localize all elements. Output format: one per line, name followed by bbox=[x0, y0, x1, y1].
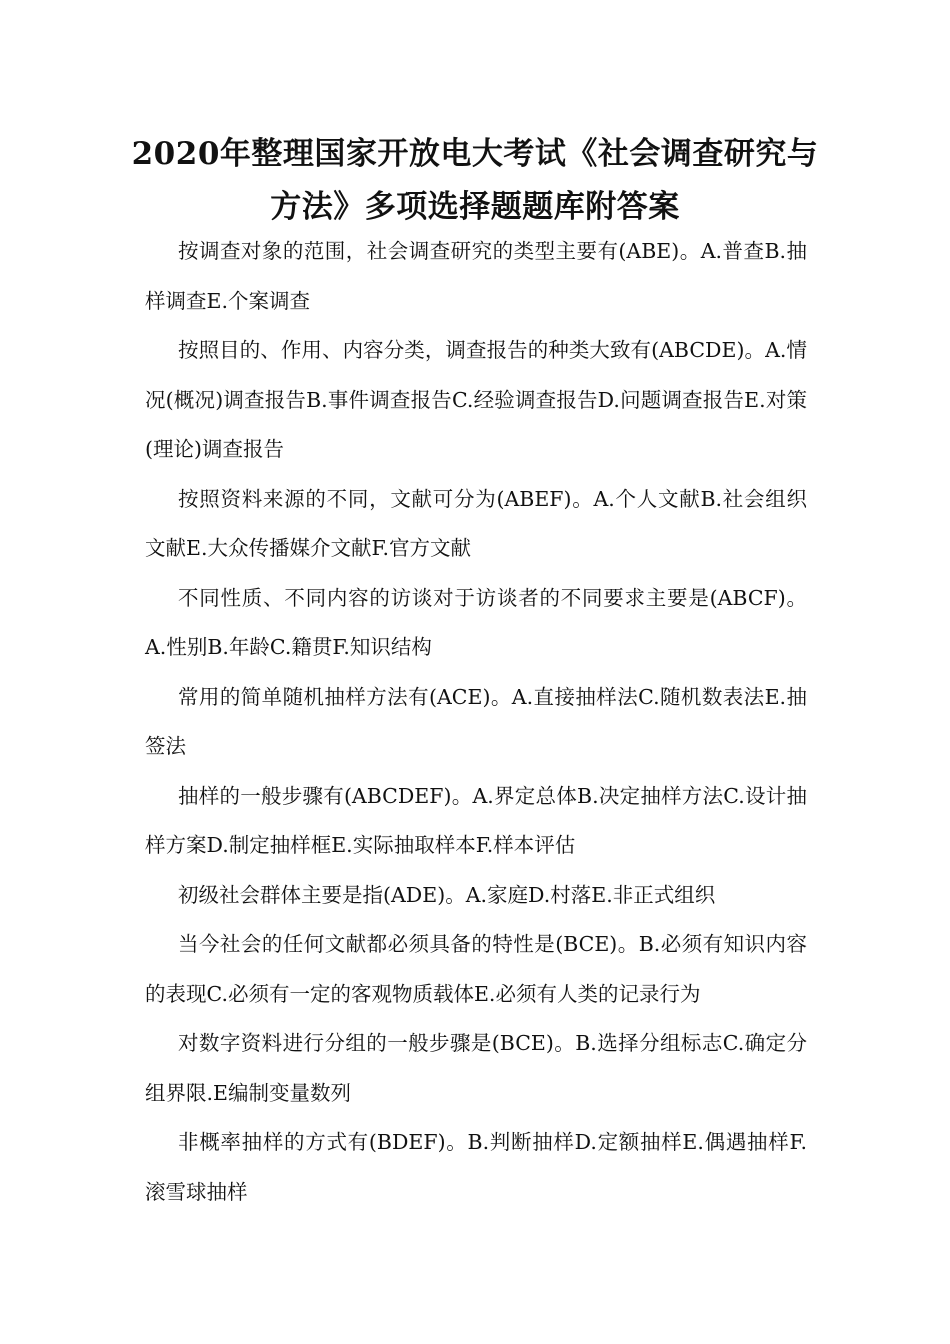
question-paragraph-6: 抽样的一般步骤有(ABCDEF)。A.界定总体B.决定抽样方法C.设计抽样方案D.制定抽样框E.实际抽取样本F.样本评估 bbox=[145, 783, 807, 857]
question-paragraph-7: 初级社会群体主要是指(ADE)。A.家庭D.村落E.非正式组织 bbox=[178, 882, 716, 907]
question-paragraph-8: 当今社会的任何文献都必须具备的特性是(BCE)。B.必须有知识内容的表现C.必须有一定的客观物质载体E.必须有人类的记录行为 bbox=[145, 932, 807, 1006]
question-paragraph-2: 按照目的、作用、内容分类，调查报告的种类大致有(ABCDE)。A.情况(概况)调查报告B.事件调查报告C.经验调查报告D.问题调查报告E.对策(理论)调查报告 bbox=[145, 338, 807, 461]
question-paragraph-4: 不同性质、不同内容的访谈对于访谈者的不同要求主要是(ABCF)。A.性别B.年龄C.籍贯F.知识结构 bbox=[145, 585, 807, 659]
question-paragraph-5: 常用的简单随机抽样方法有(ACE)。A.直接抽样法C.随机数表法E.抽签法 bbox=[145, 684, 807, 758]
question-paragraph-1: 按调查对象的范围，社会调查研究的类型主要有(ABE)。A.普查B.抽样调查E.个案调查 bbox=[145, 239, 807, 313]
question-paragraph-9: 对数字资料进行分组的一般步骤是(BCE)。B.选择分组标志C.确定分组界限.E编制变量数列 bbox=[145, 1031, 807, 1105]
document-title: 2020年整理国家开放电大考试《社会调查研究与方法》多项选择题题库附答案 bbox=[131, 136, 819, 225]
question-paragraph-3: 按照资料来源的不同，文献可分为(ABEF)。A.个人文献B.社会组织文献E.大众传播媒介文献F.官方文献 bbox=[145, 486, 807, 560]
question-paragraph-10: 非概率抽样的方式有(BDEF)。B.判断抽样D.定额抽样E.偶遇抽样F.滚雪球抽样 bbox=[145, 1130, 807, 1204]
document-body bbox=[145, 227, 807, 1217]
